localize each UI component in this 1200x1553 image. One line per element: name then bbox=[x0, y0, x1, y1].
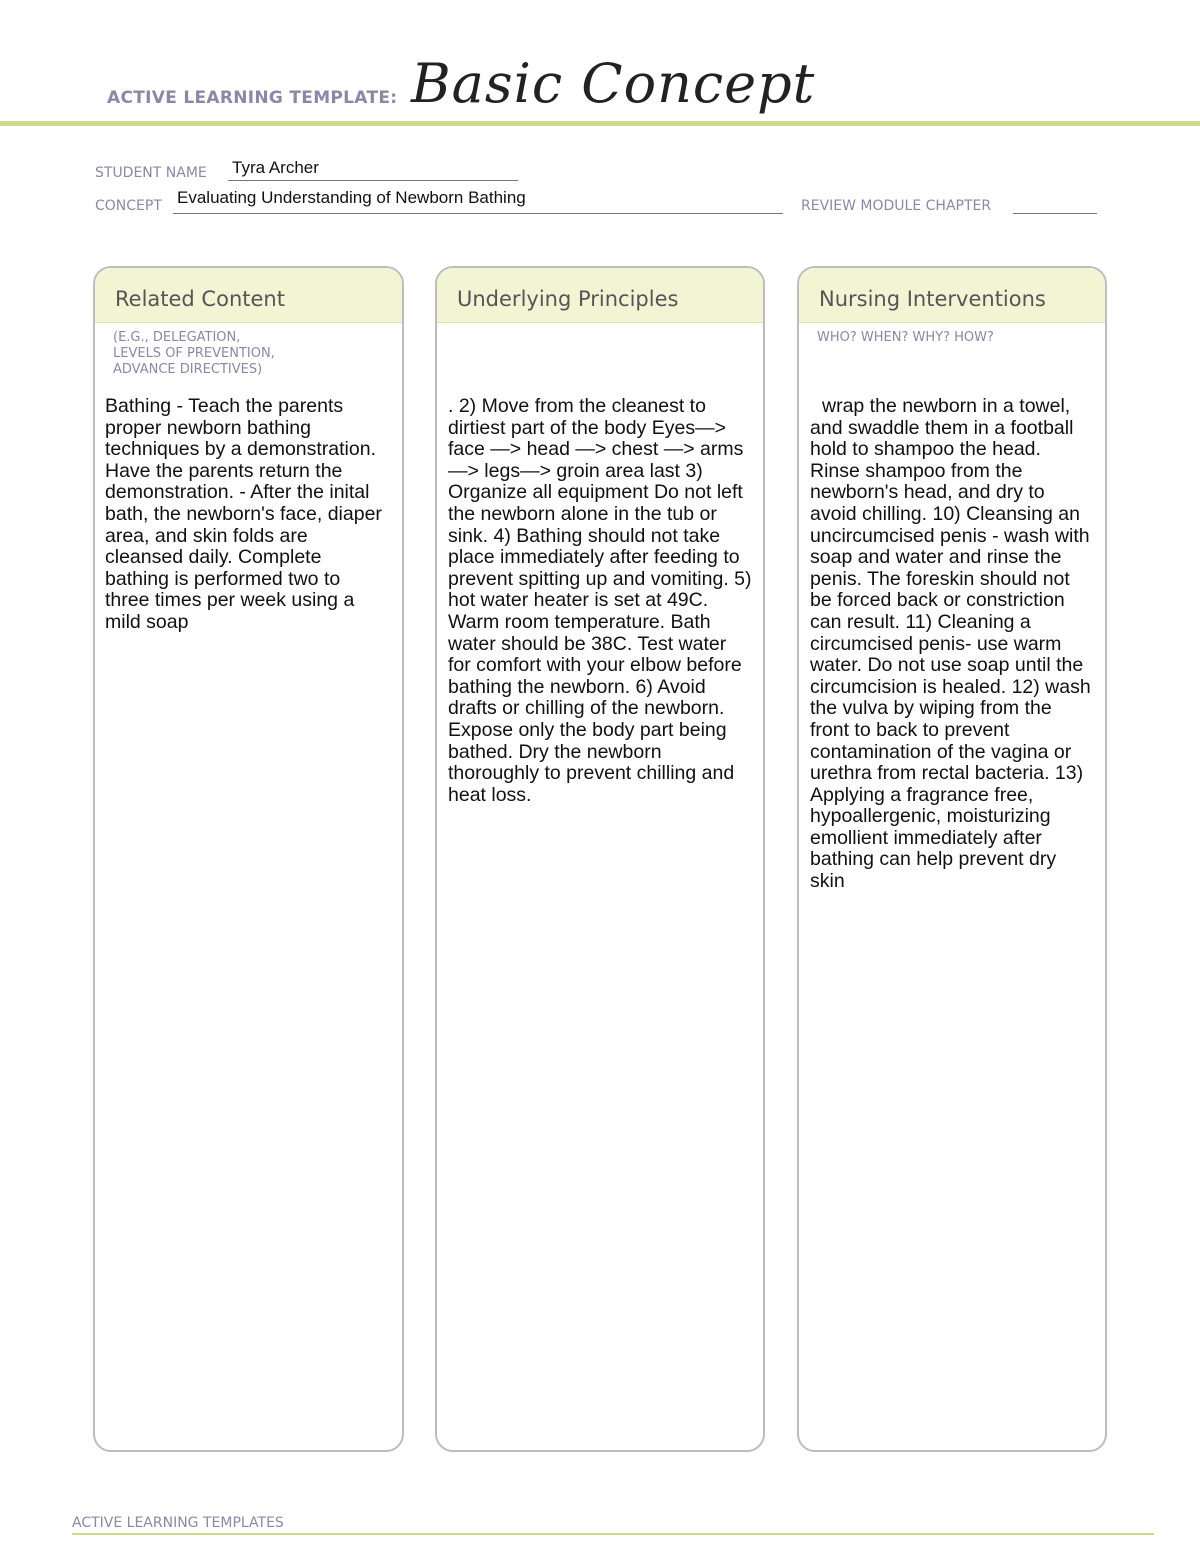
nursing-interventions-title: Nursing Interventions bbox=[819, 287, 1046, 311]
concept-underline bbox=[173, 213, 783, 214]
concept-value[interactable]: Evaluating Understanding of Newborn Bathing bbox=[177, 188, 526, 207]
related-content-header bbox=[95, 268, 402, 323]
page-header bbox=[107, 50, 1200, 120]
header-divider bbox=[0, 121, 1200, 126]
related-content-card bbox=[93, 266, 404, 1452]
template-label: ACTIVE LEARNING TEMPLATE: bbox=[107, 88, 398, 108]
review-module-label: REVIEW MODULE CHAPTER bbox=[801, 198, 992, 214]
review-module-underline bbox=[1013, 213, 1097, 214]
concept-field bbox=[95, 188, 785, 218]
nursing-interventions-card bbox=[797, 266, 1107, 1452]
review-module-field bbox=[801, 194, 1101, 218]
concept-label: CONCEPT bbox=[95, 198, 162, 214]
related-content-hint: (E.G., DELEGATION, LEVELS OF PREVENTION, ADVANCE DIRECTIVES) bbox=[113, 330, 275, 377]
footer-label: ACTIVE LEARNING TEMPLATES bbox=[72, 1515, 284, 1531]
footer-divider bbox=[72, 1533, 1154, 1535]
related-content-text[interactable]: Bathing - Teach the parents proper newborn bathing techniques by a demonstration. Have the parents return the demonstration. - After the inital bath, the newborn's face, diaper area, and skin folds are cleansed daily. Complete bathing is performed two to three times per week using a mild soap bbox=[105, 395, 382, 633]
nursing-interventions-hint: WHO? WHEN? WHY? HOW? bbox=[817, 330, 994, 345]
underlying-principles-header bbox=[437, 268, 763, 323]
student-name-field bbox=[95, 158, 525, 185]
underlying-principles-card bbox=[435, 266, 765, 1452]
related-content-title: Related Content bbox=[115, 287, 285, 311]
page-title: Basic Concept bbox=[411, 52, 816, 115]
student-name-underline bbox=[228, 180, 518, 181]
student-name-value[interactable]: Tyra Archer bbox=[232, 158, 319, 177]
underlying-principles-title: Underlying Principles bbox=[457, 287, 679, 311]
nursing-interventions-header bbox=[799, 268, 1105, 323]
student-name-label: STUDENT NAME bbox=[95, 165, 207, 181]
underlying-principles-text[interactable]: . 2) Move from the cleanest to dirtiest part of the body Eyes—> face —> head —> chest —> arms —> legs—> groin area last 3) Organize all equipment Do not left the newborn alone in the tub or sink. 4) Bathing should not take place immediately after feeding to prevent spitting up and vomiting. 5) hot water heater is set at 49C. Warm room temperature. Bath water should be 38C. Test water for comfort with your elbow before bathing the newborn. 6) Avoid drafts or chilling of the newborn. Expose only the body part being bathed. Dry the newborn thoroughly to prevent chilling and heat loss. bbox=[448, 395, 752, 806]
nursing-interventions-text[interactable]: wrap the newborn in a towel, and swaddle them in a football hold to shampoo the head. Rinse shampoo from the newborn's head, and dry to avoid chilling. 10) Cleansing an uncircumcised penis - wash with soap and water and rinse the penis. The foreskin should not be forced back or constriction can result. 11) Cleaning a circumcised penis- use warm water. Do not use soap until the circumcision is healed. 12) wash the vulva by wiping from the front to back to prevent contamination of the vagina or urethra from rectal bacteria. 13) Applying a fragrance free, hypoallergenic, moisturizing emollient immediately after bathing can help prevent dry skin bbox=[810, 395, 1091, 893]
